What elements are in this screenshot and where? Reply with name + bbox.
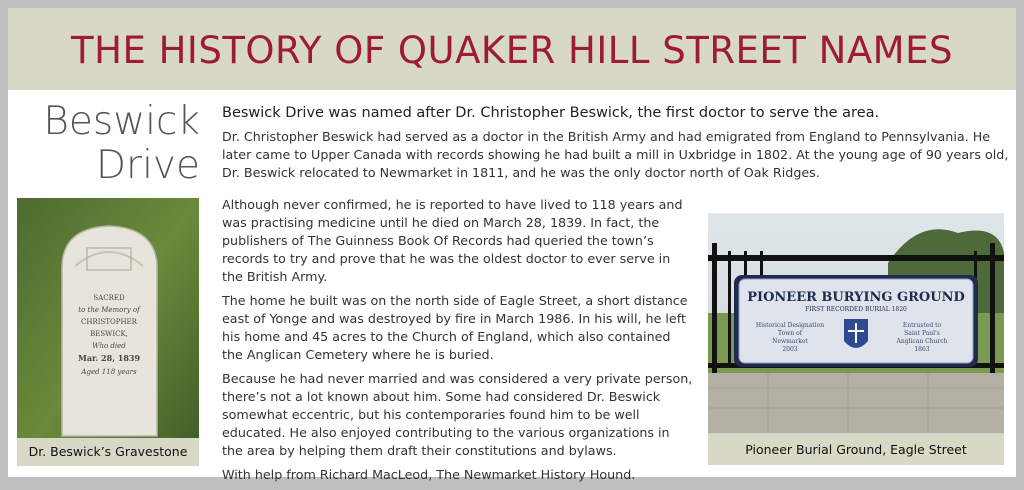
body-paragraph: Although never confirmed, he is reported to have lived to 118 years and was practising medicine until he died on March 28, 1839. In fact, the publishers of The Guinness Book Of Records had queried the town’s records to try and prove that he was the oldest doctor to ever serve in the British Army. [222, 197, 683, 284]
burial-ground-photo [708, 213, 1004, 465]
sign-right-line: Entrusted to [902, 322, 942, 329]
page-title: THE HISTORY OF QUAKER HILL STREET NAMES [71, 29, 953, 72]
gravestone-caption: Dr. Beswick’s Gravestone [17, 438, 199, 466]
burial-ground-caption: Pioneer Burial Ground, Eagle Street [708, 434, 1004, 465]
street-name-line2: Drive [96, 143, 200, 188]
sign-left-line: Newmarket [772, 338, 808, 345]
sign-right-line: Saint Paul's [904, 330, 940, 337]
body-paragraph: The home he built was on the north side of Eagle Street, a short distance east of Yonge and was destroyed by fire in March 1986. In his will, he left his home and 45 acres to the Church of England, which also contained the Anglican Cemetery where he is buried. [222, 293, 688, 362]
credit-line: With help from Richard MacLeod, The Newmarket History Hound. [222, 467, 636, 482]
body-column [222, 196, 694, 490]
street-name-title [18, 100, 200, 188]
sign-left-line: Town of [778, 330, 802, 337]
inscription-line: SACRED [93, 294, 125, 302]
sign-subtitle: FIRST RECORDED BURIAL 1820 [805, 306, 907, 313]
lead-sentence: Beswick Drive was named after Dr. Christopher Beswick, the first doctor to serve the area. [222, 105, 880, 121]
inscription-line: CHRISTOPHER [81, 318, 137, 326]
intro-paragraph: Dr. Christopher Beswick had served as a doctor in the British Army and had emigrated from England to Pennsylvania. He later came to Upper Canada with records showing he had built a mill in Uxbridge in 1802. At the young age of 90 years old, Dr. Beswick relocated to Newmarket in 1811, and he was the only doctor north of Oak Ridges. [222, 129, 1009, 180]
inscription-line: Aged 118 years [81, 368, 137, 376]
sign-right-line: Anglican Church [896, 338, 948, 345]
inscription-line: BESWICK, [90, 330, 128, 338]
gravestone-photo [17, 198, 199, 466]
body-paragraph: Because he had never married and was considered a very private person, there’s not a lot known about him. Some had considered Dr. Beswick somewhat eccentric, but his contemporaries found him to be well educated. He also enjoyed contributing to the various organizations in the area by helping them draft their constitutions and bylaws. [222, 371, 693, 458]
sign-right-line: 1863 [914, 346, 930, 353]
inscription-line: Mar. 28, 1839 [77, 353, 141, 363]
burial-ground-image [708, 213, 1004, 465]
inscription-line: to the Memory of [78, 306, 140, 314]
gravestone-image [17, 198, 199, 466]
sign-left-line: 2003 [782, 346, 798, 353]
sign-title: PIONEER BURYING GROUND [747, 290, 965, 305]
sign-left-line: Historical Designation [755, 322, 825, 329]
header-banner [8, 8, 1016, 90]
inscription-line: Who died [92, 342, 126, 350]
sign-emblem-icon [844, 319, 868, 348]
street-name-line1: Beswick [43, 99, 200, 144]
